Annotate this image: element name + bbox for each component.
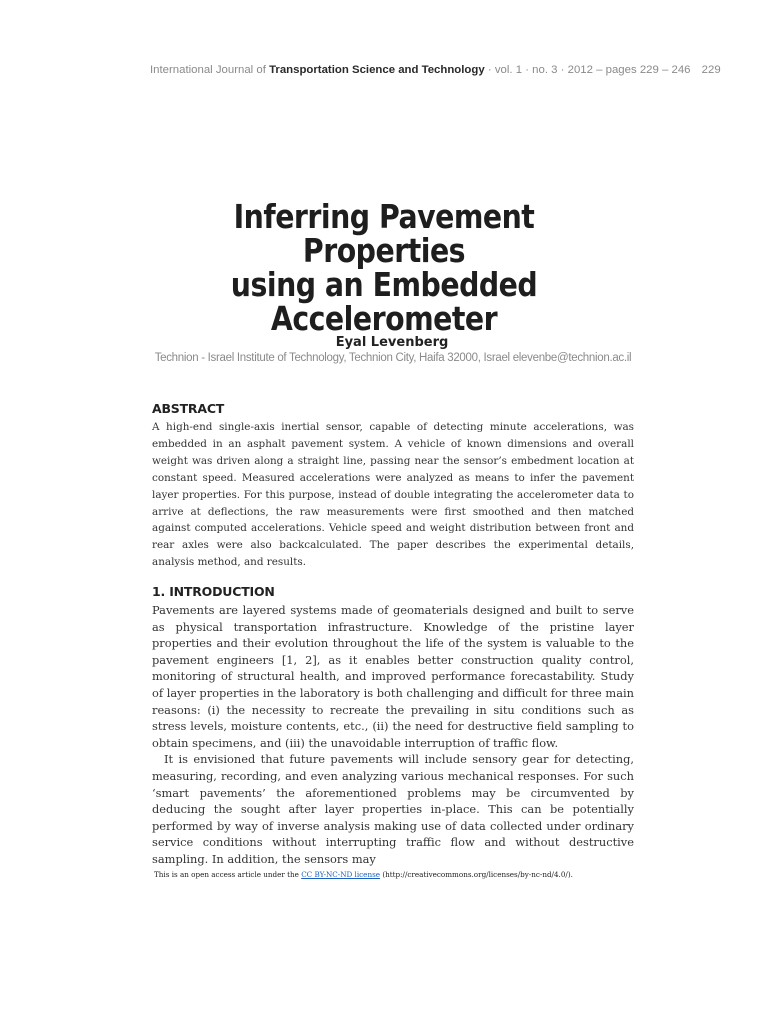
introduction-paragraph-1: Pavements are layered systems made of geomaterials designed and built to serve as physical transportation infrastructure. Knowledge of the pristine layer properties and their evolution throughout the life of the system is valuable to the pavement engineers [1, 2], as it enables better construction quality control, monitoring of structural health, and improved performance forecastability. Study of layer properties in the laboratory is both challenging and difficult for three main reasons: (i) the necessity to recreate the prevailing in situ conditions such as stress levels, moisture contents, etc., (ii) the need for destructive field sampling to obtain specimens, and (iii) the unavoidable interruption of traffic flow.: [152, 603, 634, 750]
license-link[interactable]: CC BY-NC-ND license: [301, 870, 381, 879]
journal-name: Transportation Science and Technology: [269, 64, 485, 76]
paper-title: [157, 197, 611, 338]
title-line-3: Accelerometer: [270, 299, 498, 338]
introduction-paragraph-2: It is envisioned that future pavements will include sensory gear for detecting, measuring, recording, and even analyzing various mechanical responses. For such ‘smart pavements’ the aforementioned problems may be circumvented by deducing the sought after layer properties in-place. This can be potentially performed by way of inverse analysis making use of data collected under ordinary service conditions without interrupting traffic flow and without destructive sampling. In addition, the sensors may: [152, 752, 634, 866]
page-number: 229: [701, 64, 721, 76]
footnote-prefix: This is an open access article under the: [154, 870, 299, 879]
issue-info: · vol. 1 · no. 3 · 2012 – pages 229 – 246: [487, 64, 691, 76]
title-line-2: using an Embedded: [230, 265, 538, 304]
introduction-heading: 1. INTRODUCTION: [152, 584, 275, 599]
license-footnote: [154, 870, 624, 879]
author-name: Eyal Levenberg: [335, 335, 449, 350]
title-line-1: Inferring Pavement Properties: [233, 197, 535, 270]
abstract-heading: ABSTRACT: [152, 401, 225, 416]
abstract-text: A high-end single-axis inertial sensor, capable of detecting minute accelerations, was embedded in an asphalt pavement system. A vehicle of known dimensions and overall weight was driven along a straight line, passing near the sensor’s embedment location at constant speed. Measured accelerations were analyzed as means to infer the pavement layer properties. For this purpose, instead of double integrating the accelerometer data to arrive at deflections, the raw measurements were first smoothed and then matched against computed accelerations. Vehicle speed and weight distribution between front and rear axles were also backcalculated. The paper describes the experimental details, analysis method, and results.: [152, 421, 634, 569]
author-affiliation: Technion - Israel Institute of Technology, Technion City, Haifa 32000, Israel elevenbe@technion.ac.il: [154, 352, 632, 364]
footnote-suffix: (http://creativecommons.org/licenses/by-nc-nd/4.0/).: [382, 870, 573, 879]
introduction-body: [152, 602, 634, 868]
journal-prefix: International Journal of: [150, 64, 266, 76]
running-head: [150, 64, 721, 76]
